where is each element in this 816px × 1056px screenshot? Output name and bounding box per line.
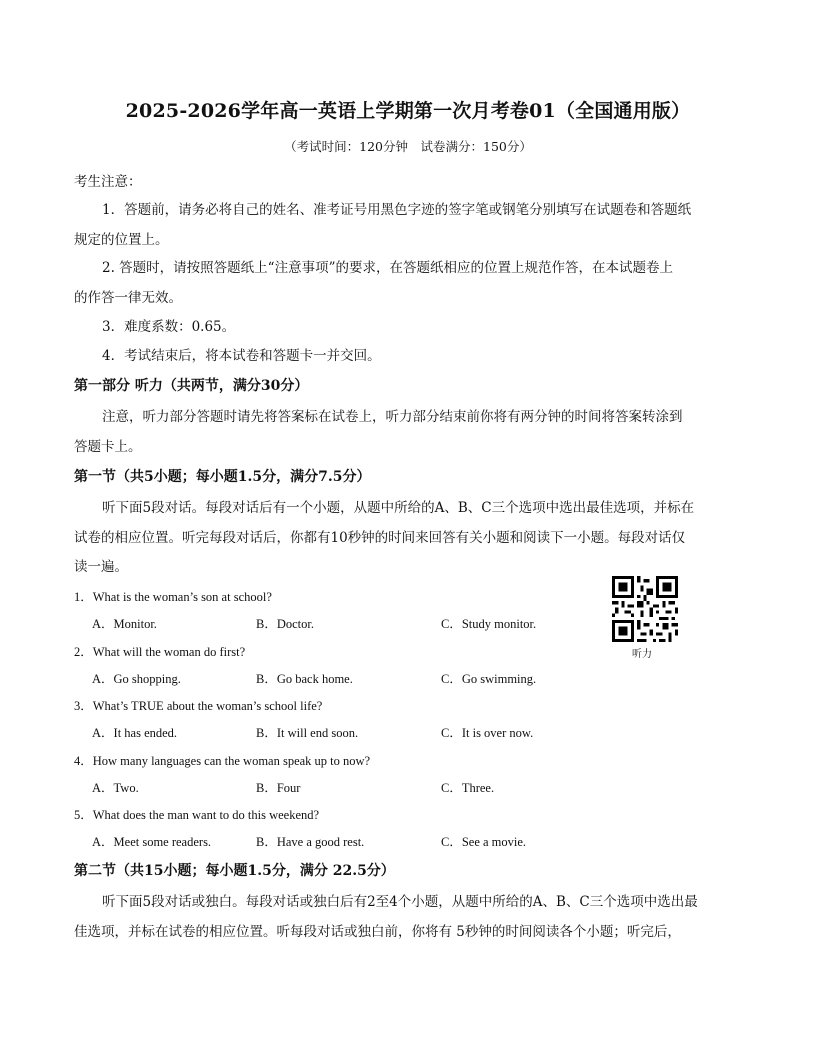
question-4-option-a: A．Two. bbox=[92, 781, 139, 795]
notice-item-1: 1．答题前，请务必将自己的姓名、准考证号用黑色字迹的签字笔或钢笔分别填写在试题卷和答题纸 bbox=[102, 202, 692, 218]
section2-intro-line1: 听下面5段对话或独白。每段对话或独白后有2至4个小题，从题中所给的A、B、C三个选项中选出最 bbox=[102, 894, 698, 910]
question-1-stem: 1．What is the woman’s son at school? bbox=[74, 590, 272, 604]
question-5-option-c: C．See a movie. bbox=[441, 835, 527, 849]
part1-intro-line2: 答题卡上。 bbox=[74, 439, 142, 455]
question-2-option-b: B．Go back home. bbox=[256, 672, 353, 686]
question-2-stem: 2．What will the woman do first? bbox=[74, 645, 246, 659]
question-3-option-b: B．It will end soon. bbox=[256, 726, 359, 740]
question-5-option-b: B．Have a good rest. bbox=[256, 835, 365, 849]
notice-item-2-cont: 的作答一律无效。 bbox=[74, 290, 182, 306]
notice-heading: 考生注意： bbox=[74, 174, 142, 190]
question-4-stem: 4．How many languages can the woman speak up to now? bbox=[74, 754, 371, 768]
exam-subtitle: （考试时间：120分钟 试卷满分：150分） bbox=[284, 139, 532, 154]
section1-intro-line2: 试卷的相应位置。听完每段对话后，你都有10秒钟的时间来回答有关小题和阅读下一小题。每段对话仅 bbox=[74, 530, 686, 546]
question-4-option-c: C．Three. bbox=[441, 781, 495, 795]
part1-heading: 第一部分 听力（共两节，满分30分） bbox=[74, 378, 309, 394]
question-1-option-a: A．Monitor. bbox=[92, 617, 157, 631]
question-5-stem: 5．What does the man want to do this weekend? bbox=[74, 808, 320, 822]
question-2-option-a: A．Go shopping. bbox=[92, 672, 181, 686]
question-1-option-b: B．Doctor. bbox=[256, 617, 314, 631]
section2-intro-line2: 佳选项，并标在试卷的相应位置。听每段对话或独白前，你将有 5秒钟的时间阅读各个小题；听完后， bbox=[74, 924, 681, 940]
question-1-option-c: C．Study monitor. bbox=[441, 617, 537, 631]
question-3-option-a: A．It has ended. bbox=[92, 726, 178, 740]
notice-item-1-cont: 规定的位置上。 bbox=[74, 232, 169, 248]
part1-intro-line1: 注意，听力部分答题时请先将答案标在试卷上，听力部分结束前你将有两分钟的时间将答案转涂到 bbox=[102, 409, 683, 425]
question-3-stem: 3．What’s TRUE about the woman’s school life? bbox=[74, 699, 323, 713]
exam-title: 2025-2026学年高一英语上学期第一次月考卷01（全国通用版） bbox=[125, 100, 691, 122]
qr-code-label: 听力 bbox=[632, 649, 652, 660]
question-5-option-a: A．Meet some readers. bbox=[92, 835, 212, 849]
notice-item-4: 4．考试结束后，将本试卷和答题卡一并交回。 bbox=[102, 348, 381, 364]
question-4-option-b: B．Four bbox=[256, 781, 301, 795]
section1-intro-line3: 读一遍。 bbox=[74, 559, 128, 575]
qr-code-icon bbox=[612, 576, 678, 642]
notice-item-3: 3．难度系数：0.65。 bbox=[102, 319, 236, 335]
question-3-option-c: C．It is over now. bbox=[441, 726, 534, 740]
section2-heading: 第二节（共15小题；每小题1.5分，满分 22.5分） bbox=[74, 863, 395, 879]
question-2-option-c: C．Go swimming. bbox=[441, 672, 537, 686]
section1-intro-line1: 听下面5段对话。每段对话后有一个小题，从题中所给的A、B、C三个选项中选出最佳选项，并标在 bbox=[102, 500, 695, 516]
notice-item-2: 2. 答题时，请按照答题纸上“注意事项”的要求，在答题纸相应的位置上规范作答，在本试题卷上 bbox=[102, 260, 673, 276]
section1-heading: 第一节（共5小题；每小题1.5分，满分7.5分） bbox=[74, 469, 371, 485]
